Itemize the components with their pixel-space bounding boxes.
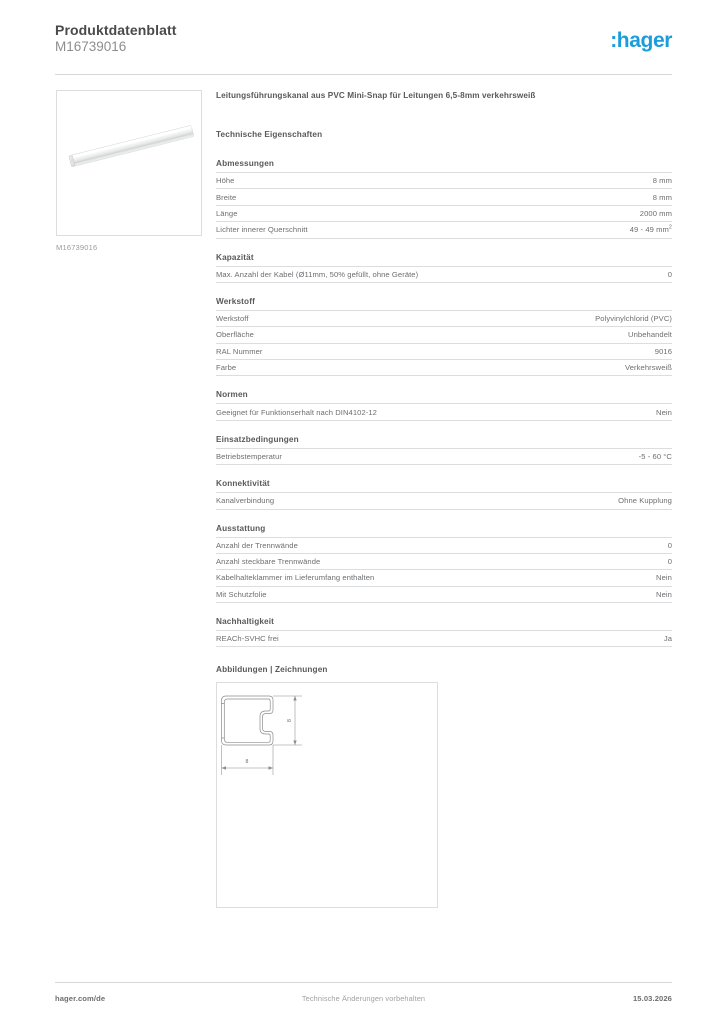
spec-label: Mit Schutzfolie bbox=[216, 589, 267, 599]
spec-label: Kabelhalteklammer im Lieferumfang enthalten bbox=[216, 573, 375, 583]
spec-label: Geeignet für Funktionserhalt nach DIN4102-12 bbox=[216, 407, 377, 417]
spec-table bbox=[216, 630, 672, 647]
table-row bbox=[216, 586, 672, 602]
table-row bbox=[216, 448, 672, 464]
table-row bbox=[216, 189, 672, 205]
spec-value: 8 mm bbox=[652, 176, 672, 186]
table-row bbox=[216, 360, 672, 376]
spec-section-heading: Einsatzbedingungen bbox=[216, 434, 299, 444]
spec-section bbox=[216, 297, 672, 377]
page-footer bbox=[55, 994, 672, 1008]
spec-label: Kanalverbindung bbox=[216, 496, 275, 506]
channel-profile-drawing-icon bbox=[217, 683, 437, 907]
spec-section-heading: Nachhaltigkeit bbox=[216, 617, 275, 626]
drawings-section bbox=[216, 665, 672, 908]
table-row bbox=[216, 343, 672, 359]
table-row bbox=[216, 553, 672, 569]
spec-label: Max. Anzahl der Kabel (Ø11mm, 50% gefüllt, ohne Geräte) bbox=[216, 269, 419, 279]
hager-logo: :hager bbox=[610, 29, 672, 52]
table-row bbox=[216, 537, 672, 553]
spec-section bbox=[216, 159, 672, 239]
dimension-height-label: 8 bbox=[287, 719, 293, 723]
spec-section bbox=[216, 617, 672, 647]
spec-value: Ohne Kupplung bbox=[618, 496, 672, 506]
table-row bbox=[216, 222, 672, 238]
spec-label: Anzahl steckbare Trennwände bbox=[216, 557, 321, 567]
spec-value: Nein bbox=[656, 589, 672, 599]
spec-label: Anzahl der Trennwände bbox=[216, 540, 298, 550]
spec-value: Nein bbox=[656, 573, 672, 583]
spec-label: Werkstoff bbox=[216, 314, 249, 324]
spec-label: Betriebstemperatur bbox=[216, 451, 283, 461]
spec-sections-container bbox=[216, 159, 672, 647]
footer-website-link[interactable]: hager.com/de bbox=[55, 994, 106, 1003]
spec-value: 0 bbox=[667, 540, 672, 550]
table-row bbox=[216, 205, 672, 221]
spec-value: Unbehandelt bbox=[628, 330, 672, 340]
spec-value: 0 bbox=[667, 269, 672, 279]
spec-table bbox=[216, 537, 672, 604]
spec-value: 8 mm bbox=[652, 192, 672, 202]
spec-value: 9016 bbox=[654, 346, 672, 356]
table-row bbox=[216, 327, 672, 343]
product-image-box bbox=[56, 90, 202, 236]
table-row bbox=[216, 173, 672, 189]
spec-table bbox=[216, 492, 672, 509]
footer-divider bbox=[55, 982, 672, 983]
footer-disclaimer: Technische Änderungen vorbehalten bbox=[301, 994, 426, 1003]
spec-section-heading: Konnektivität bbox=[216, 479, 270, 489]
spec-label: Breite bbox=[216, 192, 237, 202]
spec-label: Oberfläche bbox=[216, 330, 254, 340]
main-content bbox=[216, 90, 672, 908]
spec-section-heading: Normen bbox=[216, 390, 248, 400]
product-photo-trunking-bar-icon bbox=[57, 91, 201, 235]
spec-section bbox=[216, 390, 672, 420]
table-row bbox=[216, 493, 672, 509]
spec-value: Verkehrsweiß bbox=[625, 363, 672, 373]
spec-value: Nein bbox=[656, 407, 672, 417]
spec-table bbox=[216, 172, 672, 239]
spec-section bbox=[216, 479, 672, 509]
header-divider bbox=[55, 74, 672, 75]
spec-value: Polyvinylchlorid (PVC) bbox=[595, 314, 672, 324]
technical-properties-title: Technische Eigenschaften bbox=[216, 130, 323, 139]
spec-value: Ja bbox=[663, 634, 672, 644]
spec-label: Höhe bbox=[216, 176, 235, 186]
spec-value: 0 bbox=[667, 557, 672, 567]
product-image-caption: M16739016 bbox=[56, 243, 98, 252]
dimension-width-label: 8 bbox=[245, 759, 249, 766]
table-row bbox=[216, 404, 672, 420]
spec-table bbox=[216, 448, 672, 465]
spec-section bbox=[216, 524, 672, 604]
footer-date: 15.03.2026 bbox=[632, 994, 672, 1003]
spec-label: RAL Nummer bbox=[216, 346, 263, 356]
spec-table bbox=[216, 310, 672, 377]
technical-drawing-box bbox=[216, 682, 438, 908]
spec-value: 49 - 49 $mm^2$ bbox=[629, 224, 672, 235]
product-figure bbox=[56, 90, 204, 252]
table-row bbox=[216, 570, 672, 586]
spec-table bbox=[216, 266, 672, 283]
spec-label: Länge bbox=[216, 208, 238, 218]
spec-label: Lichter innerer Querschnitt bbox=[216, 225, 308, 235]
unit-superscript: 2 bbox=[668, 224, 672, 231]
spec-section-heading: Werkstoff bbox=[216, 296, 255, 306]
table-row bbox=[216, 266, 672, 282]
spec-value: 2000 mm bbox=[639, 208, 672, 218]
page-title: Produktdatenblatt bbox=[55, 22, 177, 38]
spec-section-heading: Abmessungen bbox=[216, 159, 275, 168]
spec-value: -5 - 60 °C bbox=[638, 451, 672, 461]
spec-section bbox=[216, 435, 672, 465]
drawings-heading: Abbildungen | Zeichnungen bbox=[216, 665, 328, 675]
article-number: M16739016 bbox=[55, 39, 127, 54]
table-row bbox=[216, 310, 672, 326]
product-description: Leitungsführungskanal aus PVC Mini-Snap für Leitungen 6,5-8mm verkehrsweiß bbox=[216, 91, 536, 100]
table-row bbox=[216, 631, 672, 647]
spec-label: REACh-SVHC frei bbox=[216, 634, 279, 644]
page-header bbox=[55, 22, 672, 70]
spec-section-heading: Kapazität bbox=[216, 252, 254, 262]
spec-label: Farbe bbox=[216, 363, 237, 373]
spec-section-heading: Ausstattung bbox=[216, 523, 266, 533]
spec-section bbox=[216, 253, 672, 283]
spec-table bbox=[216, 403, 672, 420]
